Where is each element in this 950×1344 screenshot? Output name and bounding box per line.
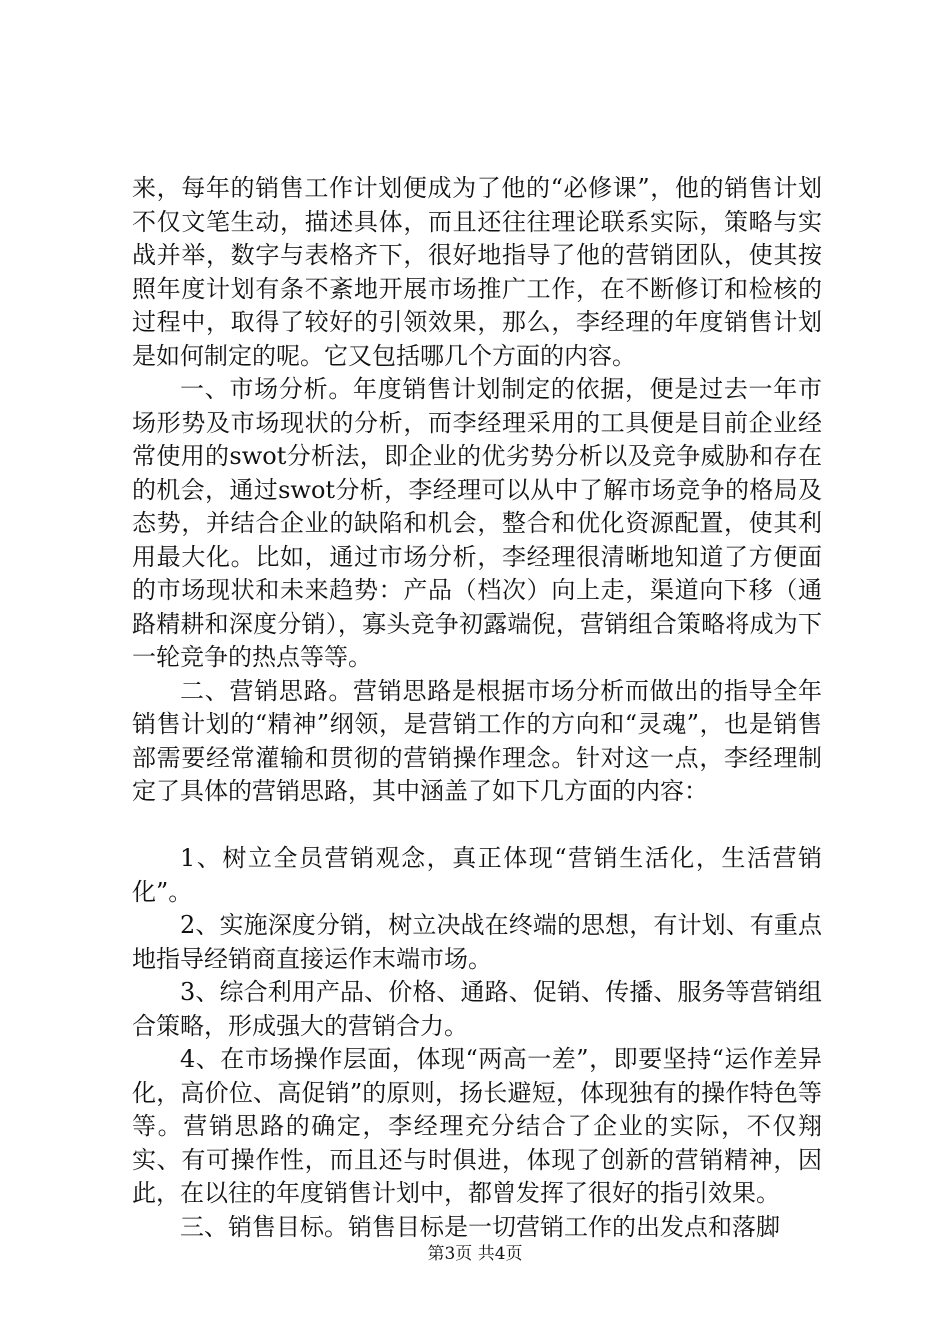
list-item-1: 1、树立全员营销观念，真正体现“营销生活化，生活营销化”。: [132, 844, 822, 906]
list-item-2: 2、实施深度分销，树立决战在终端的思想，有计划、有重点地指导经销商直接运作末端市场。: [132, 911, 822, 973]
paragraph-gap: [132, 809, 822, 843]
document-body: [132, 172, 822, 1244]
list-item-4: 4、在市场操作层面，体现“两高一差”，即要坚持“运作差异化，高价位、高促销”的原则，扬长避短，体现独有的操作特色等等。营销思路的确定，李经理充分结合了企业的实际，不仅翔实、有可操作性，而且还与时俱进，体现了创新的营销精神，因此，在以往的年度销售计划中，都曾发挥了很好的指引效果。: [132, 1045, 822, 1207]
paragraph-continuation: 来，每年的销售工作计划便成为了他的“必修课”，他的销售计划不仅文笔生动，描述具体，而且还往往理论联系实际，策略与实战并举，数字与表格齐下，很好地指导了他的营销团队，使其按照年度计划有条不紊地开展市场推广工作，在不断修订和检核的过程中，取得了较好的引领效果，那么，李经理的年度销售计划是如何制定的呢。它又包括哪几个方面的内容。: [132, 174, 822, 370]
paragraph-sales-target: 三、销售目标。销售目标是一切营销工作的出发点和落脚: [180, 1212, 780, 1241]
page-footer: 第3页 共4页: [427, 1244, 523, 1264]
paragraph-marketing-ideas: 二、营销思路。营销思路是根据市场分析而做出的指导全年销售计划的“精神”纲领，是营销工作的方向和“灵魂”，也是销售部需要经常灌输和贯彻的营销操作理念。针对这一点，李经理制定了具体的营销思路，其中涵盖了如下几方面的内容：: [132, 676, 822, 805]
paragraph-market-analysis: 一、市场分析。年度销售计划制定的依据，便是过去一年市场形势及市场现状的分析，而李经理采用的工具便是目前企业经常使用的swot分析法，即企业的优劣势分析以及竞争威胁和存在的机会，通过swot分析，李经理可以从中了解市场竞争的格局及态势，并结合企业的缺陷和机会，整合和优化资源配置，使其利用最大化。比如，通过市场分析，李经理很清晰地知道了方便面的市场现状和未来趋势：产品（档次）向上走，渠道向下移（通路精耕和深度分销），寡头竞争初露端倪，营销组合策略将成为下一轮竞争的热点等等。: [132, 375, 822, 671]
list-item-3: 3、综合利用产品、价格、通路、促销、传播、服务等营销组合策略，形成强大的营销合力。: [132, 978, 822, 1040]
